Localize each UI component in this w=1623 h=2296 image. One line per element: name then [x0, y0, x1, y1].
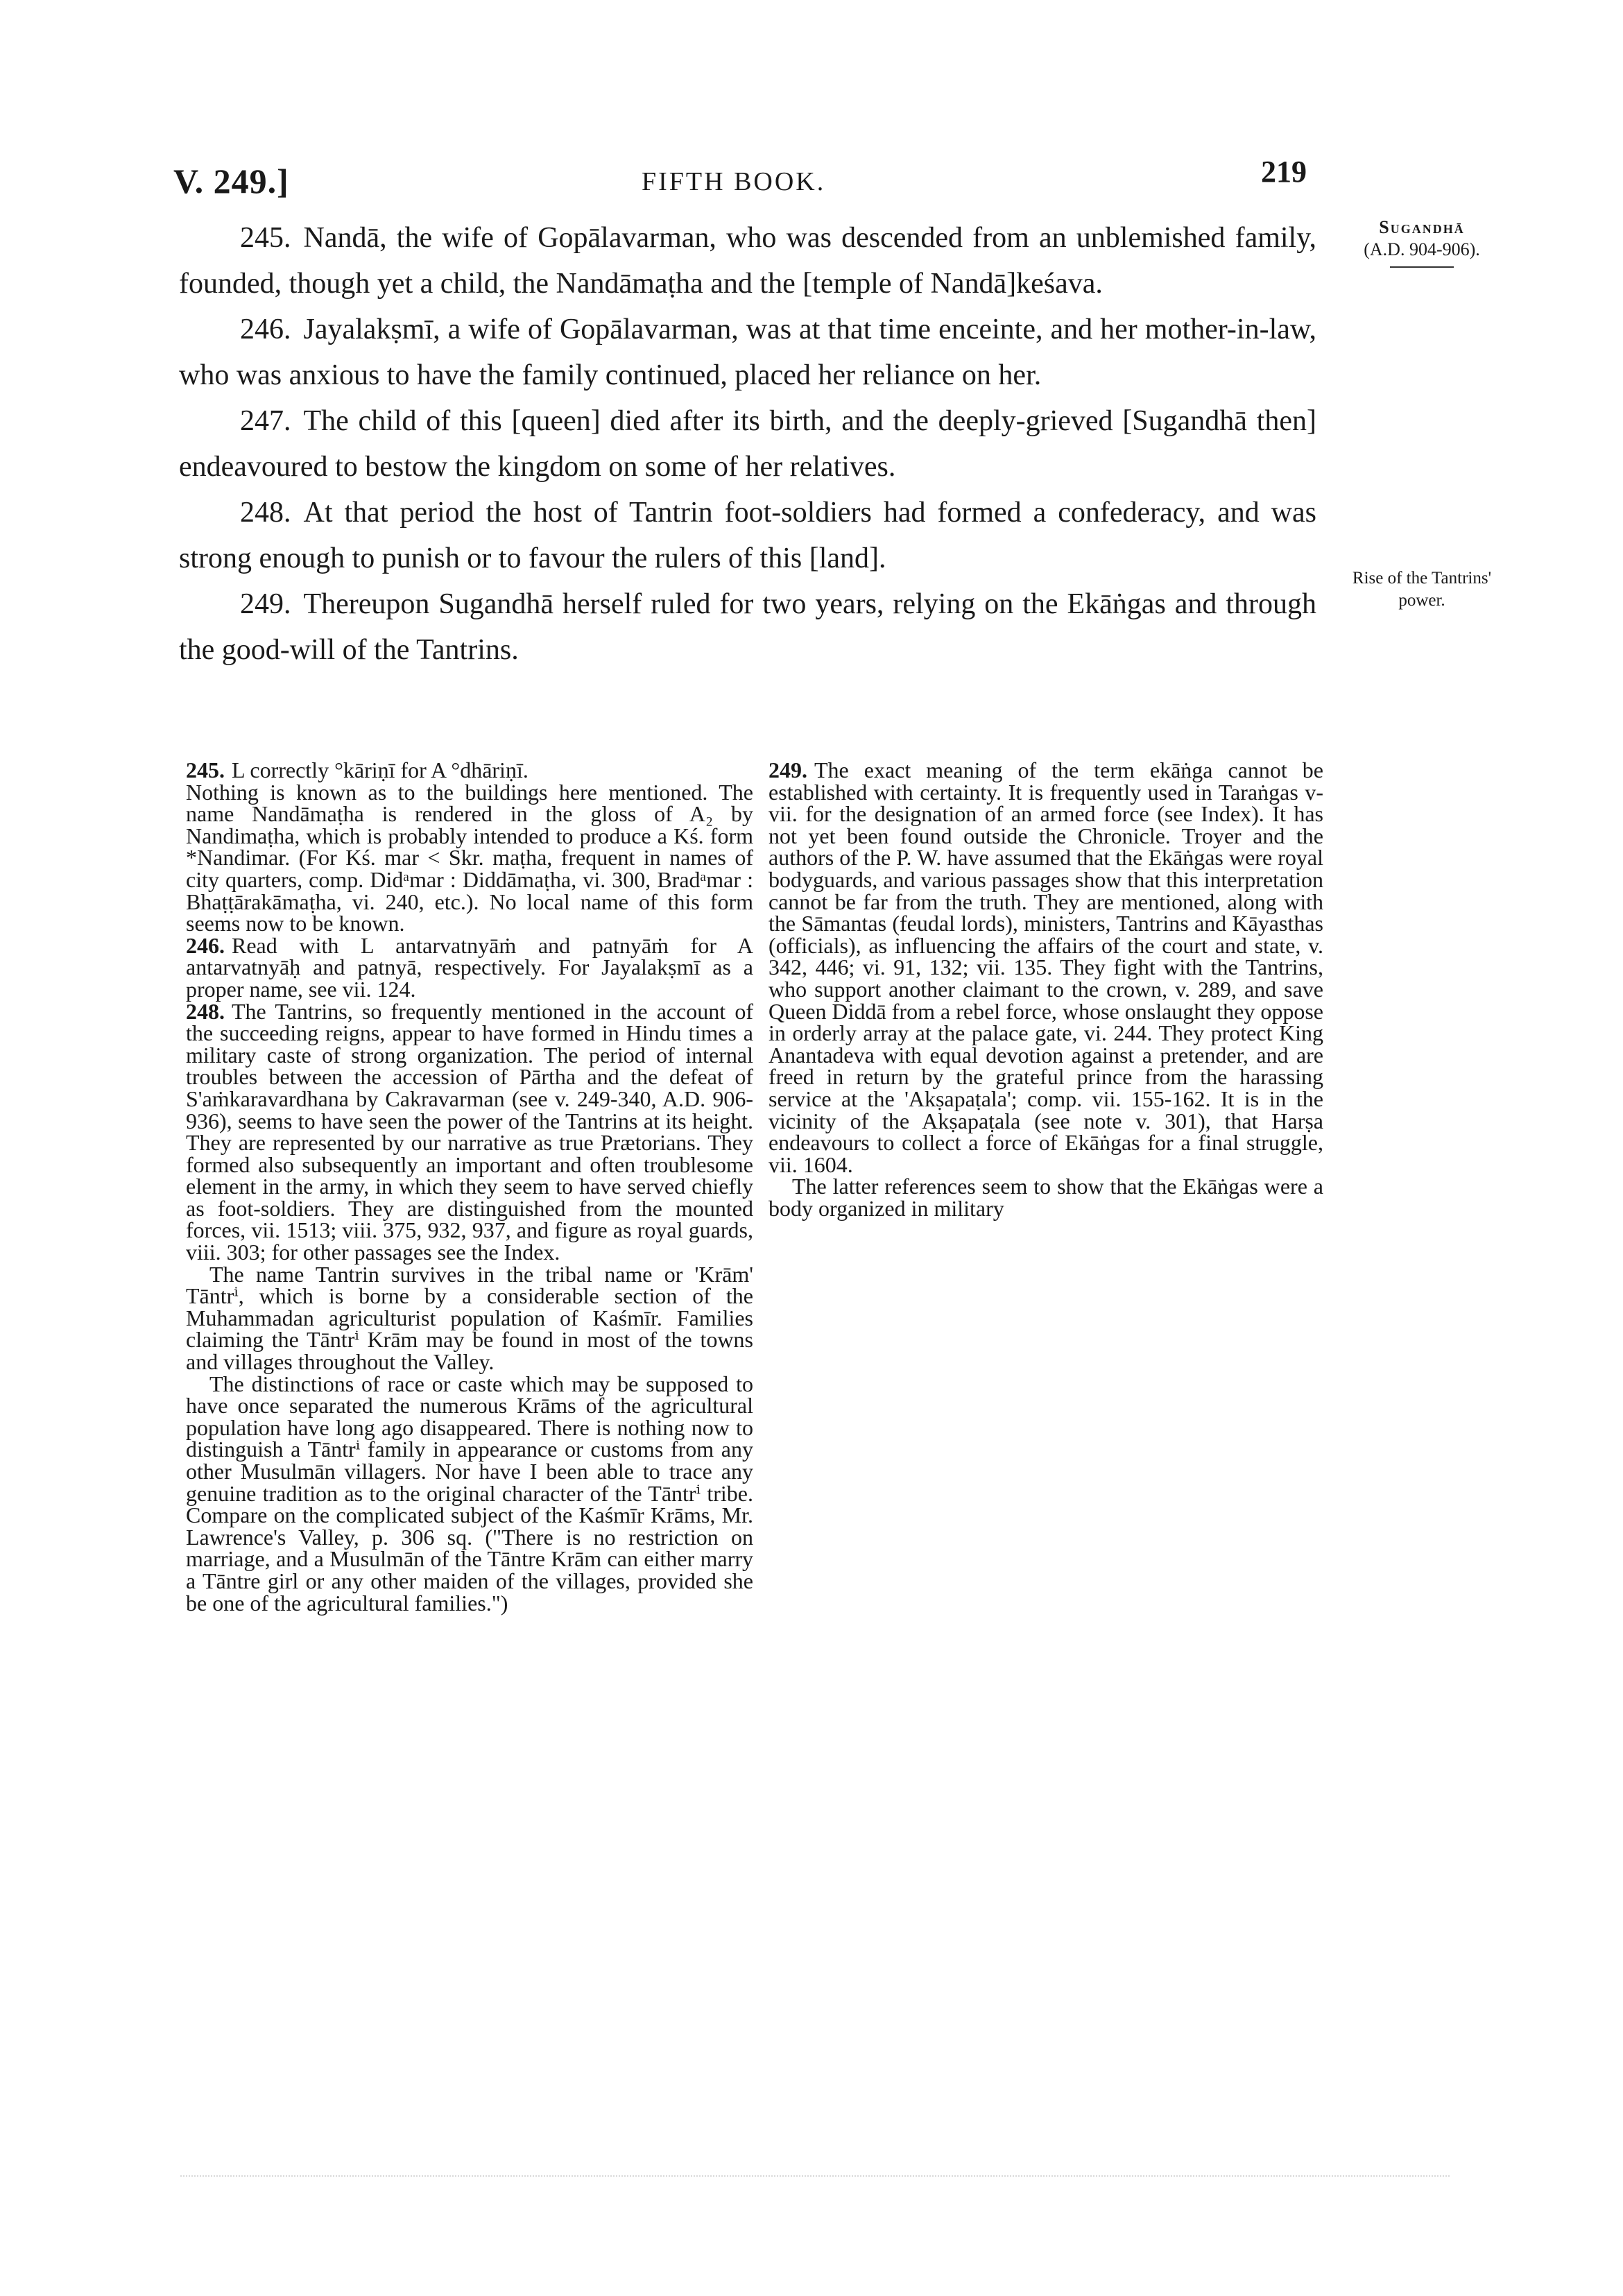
note-text: The Tantrins, so frequently mentioned in the account of the succeeding reigns, appear to have formed in Hindu times a military caste of strong organization. The period of internal troubles between the accession of Pārtha and the defeat of S'aṁkaravardhana by Cakravarman (see v. 249-340, A.D. 906-936), seems to have seen the power of the Tantrins at its height. They are represented by our narrative as true Prætorians. They formed also subsequently an important and often troublesome element in the army, in which they seem to have served chiefly as foot-soldiers. They are distinguished from the mounted forces, vii. 1513; viii. 375, 932, 937, and figure as royal guards, viii. 303; for other passages see the Index. [186, 998, 753, 1265]
verse-number: 249. [240, 588, 291, 620]
note-number: 249. [768, 757, 807, 782]
verse-text: At that period the host of Tantrin foot-soldiers had formed a confederacy, and was strong enough to punish or to favour the rulers of this [land]. [179, 497, 1316, 574]
margin-note-rule [1390, 266, 1454, 268]
note-text: The exact meaning of the term ekāṅga cannot be established with certainty. It is frequently used in Taraṅgas v-vii. for the designation of an armed force (see Index). It has not yet been found outside the Chronicle. Troyer and the authors of the P. W. have assumed that the Ekāṅgas were royal bodyguards, and various passages show that this interpretation cannot be far from the truth. They are mentioned, along with the Sāmantas (feudal lords), ministers, Tantrins and Kāyasthas (officials), as influencing the affairs of the court and state, v. 342, 446; vi. 91, 132; vii. 135. They fight with the Tantrins, who support another claimant to the crown, v. 289, and save Queen Diddā from a rebel force, whose onslaught they oppose in orderly array at the palace gate, vi. 244. They protect King Anantadeva with equal devotion against a pretender, and are freed in return by the grateful prince from the harassing service at the 'Akṣapaṭala'; comp. vii. 155-162. It is in the vicinity of the Akṣapaṭala (see note v. 301), that Harṣa endeavours to collect a force of Ekāṅgas for a final struggle, vii. 1604. [768, 757, 1323, 1177]
verse-text: The child of this [queen] died after its birth, and the deeply-grieved [Sugandhā then] endeavoured to bestow the kingdom on some of her relatives. [179, 405, 1316, 483]
verse [179, 307, 1316, 398]
note-paragraph: Nothing is known as to the buildings here mentioned. The name Nandāmaṭha is rendered in the gloss of A₂ by Nandimaṭha, which is probably intended to produce a Kś. form *Nandimar. (For Kś. mar < Skr. maṭha, frequent in names of city quarters, comp. Didᵃmar : Diddāmaṭha, vi. 300, Bradᵃmar : Bhaṭṭārakāmaṭha, vi. 240, etc.). No local name of this form seems now to be known. [186, 779, 753, 936]
verse-number: 246. [240, 314, 291, 345]
running-title: FIFTH BOOK. [642, 167, 826, 196]
margin-note-tantrins [1328, 567, 1515, 612]
scan-artifact-line [180, 2175, 1450, 2177]
margin-note-line: power. [1398, 591, 1445, 610]
note-number: 245. [186, 757, 225, 782]
note-paragraph: The distinctions of race or caste which may be supposed to have once separated the numerous Krāms of the agricultural population have long ago disappeared. There is nothing now to distinguish a Tāntrⁱ family in appearance or customs from any other Musulmān villagers. Nor have I been able to trace any genuine tradition as to the original character of the Tāntrⁱ tribe. Compare on the complicated subject of the Kaśmīr Krāms, Mr. Lawrence's Valley, p. 306 sq. ("There is no restriction on marriage, and a Musulmān of the Tāntre Krām can either marry a Tāntre girl or any other maiden of the villages, provided she be one of the agricultural families.") [186, 1371, 753, 1616]
verse-text: Jayalakṣmī, a wife of Gopālavarman, was at that time enceinte, and her mother-in-law, who was anxious to have the family continued, placed her reliance on her. [179, 314, 1316, 391]
note [186, 757, 753, 782]
verse-text: Thereupon Sugandhā herself ruled for two years, relying on the Ekāṅgas and through the good-will of the Tantrins. [179, 588, 1316, 666]
main-text [179, 215, 1316, 673]
verse-reference: V. 249.] [173, 162, 289, 200]
note-number: 248. [186, 998, 225, 1024]
verse [179, 398, 1316, 490]
verse [179, 215, 1316, 307]
note-number: 246. [186, 932, 225, 958]
verse [179, 581, 1316, 673]
verse [179, 490, 1316, 581]
verse-number: 247. [240, 405, 291, 437]
note [768, 757, 1323, 1177]
note-text: L correctly °kāriṇī for A °dhāriṇī. [232, 757, 529, 782]
page-number: 219 [1261, 155, 1307, 189]
margin-note-sugandha [1349, 216, 1495, 268]
margin-note-dates: (A.D. 904-906). [1364, 239, 1480, 259]
note [186, 998, 753, 1265]
notes-column-right [768, 757, 1323, 1221]
notes-column-left [186, 757, 753, 1616]
verse-text: Nandā, the wife of Gopālavarman, who was descended from an unblemished family, founded, though yet a child, the Nandāmaṭha and the [temple of Nandā]keśava. [179, 222, 1316, 300]
margin-note-line: Rise of the Tantrins' [1352, 569, 1492, 588]
verse-number: 248. [240, 497, 291, 529]
margin-note-name: Sugandhā [1379, 217, 1465, 237]
note [186, 932, 753, 1002]
note-paragraph: The latter references seem to show that the Ekāṅgas were a body organized in military [768, 1174, 1323, 1221]
note-paragraph: The name Tantrin survives in the tribal name or 'Krām' Tāntrⁱ, which is borne by a considerable section of the Muhammadan agriculturist population of Kaśmīr. Families claiming the Tāntrⁱ Krām may be found in most of the towns and villages throughout the Valley. [186, 1261, 753, 1375]
verse-number: 245. [240, 222, 291, 254]
note-text: Read with L antarvatnyāṁ and patnyāṁ for A antarvatnyāḥ and patnyā, respectively. For Jayalakṣmī as a proper name, see vii. 124. [186, 932, 753, 1002]
